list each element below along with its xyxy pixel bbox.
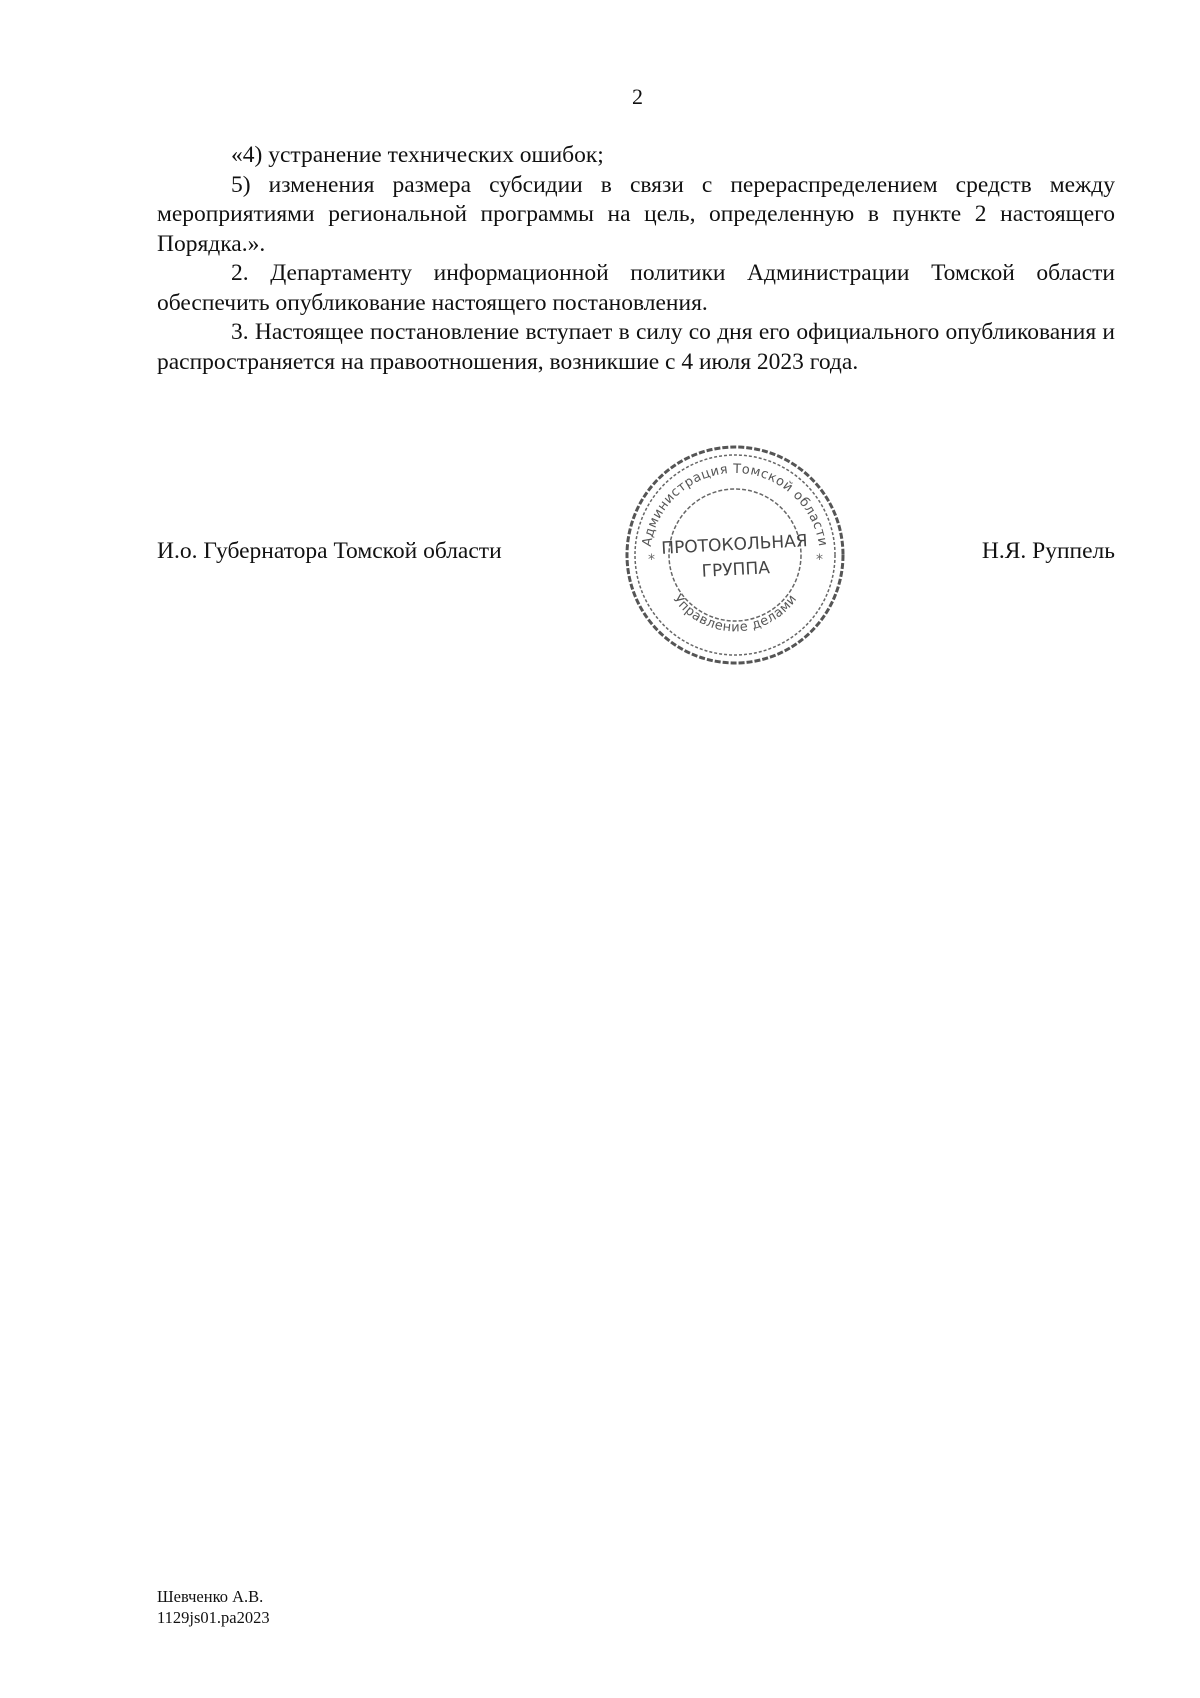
stamp-bottom-text: Управление делами (669, 591, 801, 636)
stamp-star-left: * (648, 552, 655, 568)
svg-text:Управление делами (670, 592, 801, 635)
stamp-top-text: Администрация Томской области (639, 461, 831, 548)
document-footer (157, 1586, 270, 1628)
signatory-name: Н.Я. Руппель (981, 538, 1115, 564)
stamp-star-right: * (816, 552, 823, 568)
official-stamp (620, 440, 850, 670)
document-code: 1129js01.pa2023 (157, 1608, 270, 1627)
executor-name: Шевченко А.В. (157, 1587, 264, 1606)
document-body (157, 141, 1115, 377)
paragraph-point-2: 2. Департаменту информационной политики Администрации Томской области обеспечить опубликование настоящего постановления. (157, 260, 1115, 316)
stamp-center-line2: ГРУППА (701, 558, 771, 582)
paragraph-point-3: 3. Настоящее постановление вступает в силу со дня его официального опубликования и распространяется на правоотношения, возникшие с 4 июля 2023 года. (157, 319, 1115, 375)
page-number: 2 (632, 84, 643, 109)
stamp-center-line1: ПРОТОКОЛЬНАЯ (660, 531, 809, 559)
paragraph-item-5: 5) изменения размера субсидии в связи с перераспределением средств между мероприятиями региональной программы на цель, определенную в пункте 2 настоящего Порядка.». (157, 171, 1115, 257)
signatory-position: И.о. Губернатора Томской области (157, 538, 502, 564)
paragraph-item-4: «4) устранение технических ошибок; (231, 142, 604, 168)
